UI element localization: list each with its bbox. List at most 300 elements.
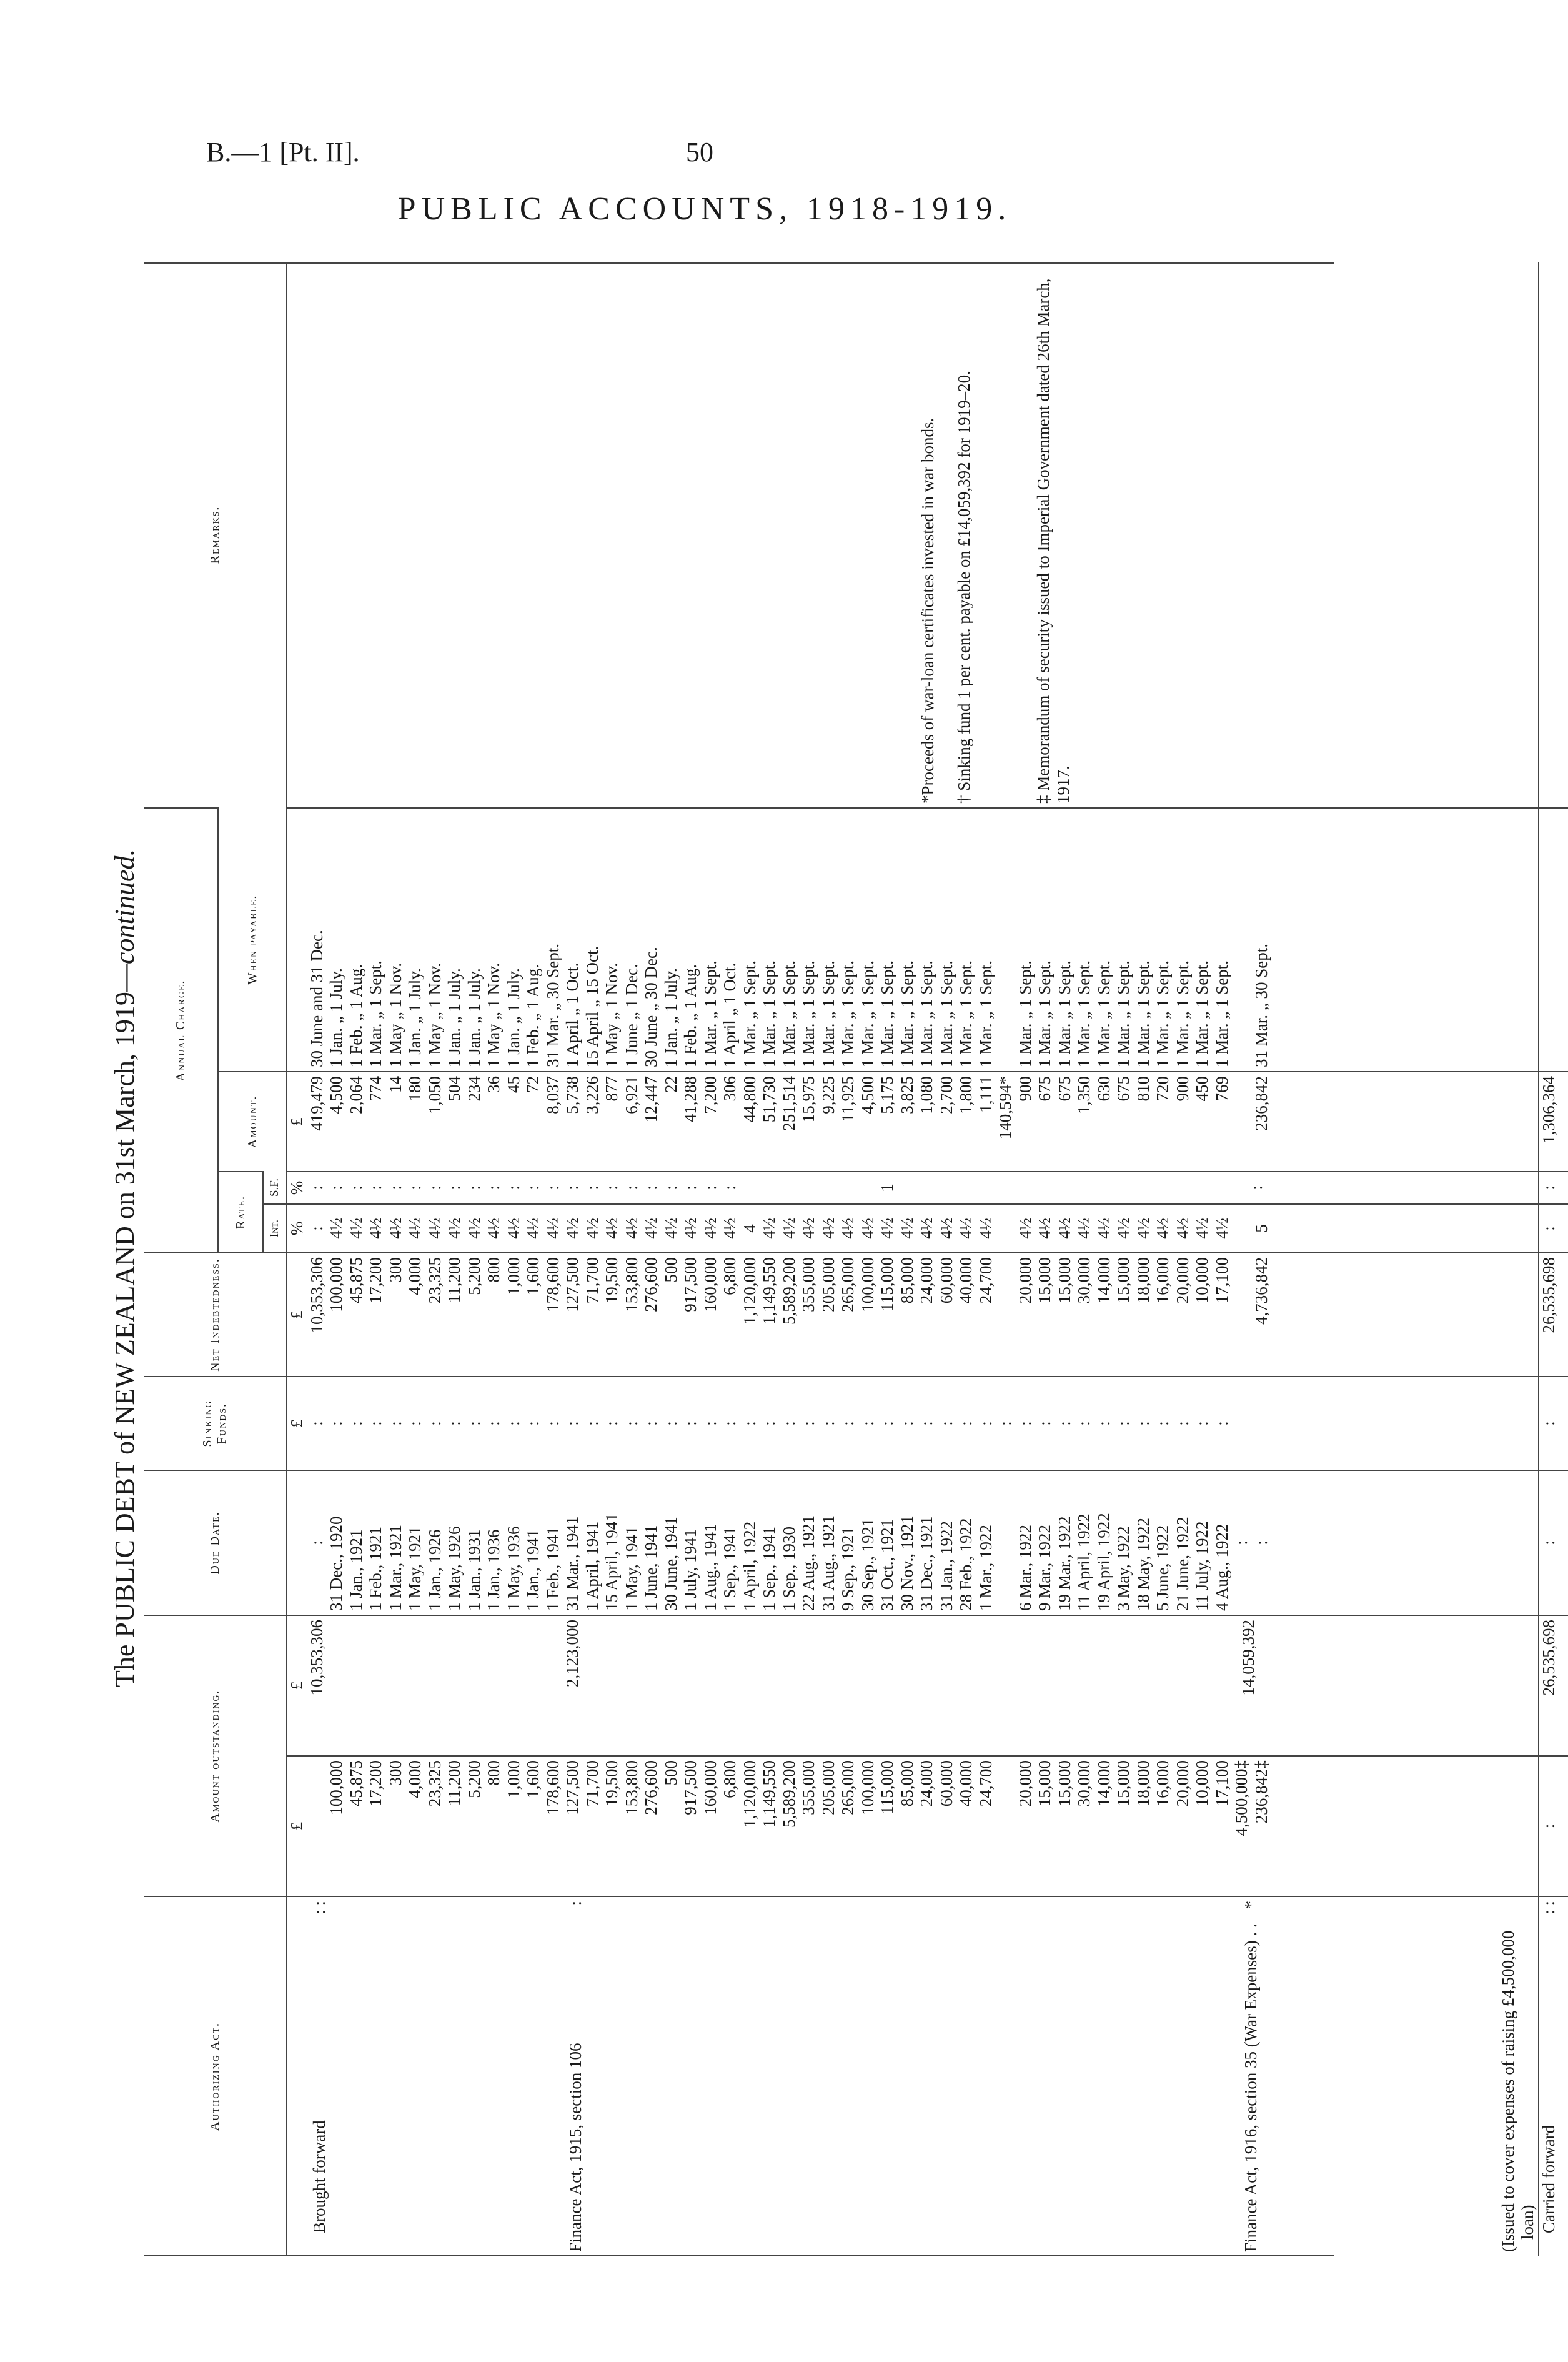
when-payable-value: 1 Mar. „ 1 Sept.: [1015, 960, 1035, 1067]
when-payable-value: 1 Mar. „ 1 Sept.: [1212, 960, 1231, 1067]
amount-outstanding-value: 18,000: [1133, 1760, 1153, 1807]
col-annual-charge: Annual Charge.: [144, 808, 218, 1253]
carried-forward-due: :: [1539, 1470, 1568, 1615]
annual-charge-value: 5,175: [878, 1075, 896, 1114]
when-payable-value: 1 Mar. „ 1 Sept.: [740, 960, 759, 1067]
annual-charge-value: 36: [484, 1075, 503, 1093]
due-date-value: 1 Jan., 1941: [523, 1529, 542, 1611]
due-date-cell: [287, 1470, 1539, 1615]
public-debt-table: [144, 262, 1568, 2256]
interest-rate-value: 4½: [1133, 1218, 1153, 1239]
due-date-value: 18 May, 1922: [1133, 1517, 1153, 1611]
net-indebtedness-value: 205,000: [818, 1257, 838, 1312]
net-indebtedness-value: 17,200: [366, 1257, 385, 1304]
amount-outstanding-value: 153,800: [622, 1760, 641, 1815]
interest-rate-value: 4½: [346, 1218, 365, 1239]
war-expenses-marker: *: [1241, 1901, 1260, 1910]
col-amount: Amount.: [218, 1072, 287, 1172]
finance-1915-label: Finance Act, 1915, section 106: [565, 2043, 585, 2252]
when-payable-value: 1 April „ 1 Oct.: [720, 962, 739, 1067]
interest-rate-value: 4: [740, 1224, 759, 1233]
due-date-value: 1 April, 1922: [740, 1521, 759, 1611]
carried-forward-sf: :: [1539, 1172, 1568, 1204]
when-payable-value: 1 Feb. „ 1 Aug.: [346, 964, 365, 1067]
placeholder-dots: :: [366, 1185, 385, 1190]
due-date-value: 9 Mar., 1922: [1035, 1524, 1054, 1611]
interest-rate-value: 4½: [1114, 1218, 1133, 1239]
group2-sinking-fund-rate: 1: [877, 1183, 896, 1192]
amount-outstanding-value: 5,589,200: [779, 1760, 798, 1828]
when-payable-value: 1 Mar. „ 1 Sept.: [1035, 960, 1054, 1067]
placeholder-dots: :: [405, 1421, 424, 1426]
interest-rate-value: 4½: [799, 1218, 818, 1239]
interest-rate-value: 4½: [385, 1218, 405, 1239]
annual-charge-value: 306: [720, 1075, 739, 1102]
due-date-value: 30 June, 1941: [661, 1517, 680, 1611]
annual-charge-value: 14: [385, 1075, 405, 1093]
when-payable-value: 1 Mar. „ 1 Sept.: [1074, 960, 1093, 1067]
amount-outstanding-value: 45,875: [346, 1760, 365, 1807]
placeholder-dots: :: [799, 1421, 818, 1426]
due-date-value: 1 Mar., 1921: [385, 1524, 405, 1611]
placeholder-dots: :: [681, 1185, 700, 1190]
placeholder-dots: :: [464, 1421, 484, 1426]
war-expenses-label: Finance Act, 1916, section 35 (War Expenses) . .: [1241, 1923, 1260, 2252]
amount-outstanding-value: 1,120,000: [740, 1760, 759, 1828]
net-indebtedness-value: 153,800: [622, 1257, 641, 1312]
net-indebtedness-value: 30,000: [1074, 1257, 1093, 1304]
due-date-value: 9 Sep., 1921: [838, 1526, 857, 1611]
imperial-label-line1: (Issued to cover expenses of raising £4,500,000: [1498, 1930, 1517, 2252]
imperial-amount-value: 236,842‡: [1251, 1760, 1271, 1824]
amount-outstanding-value: 17,200: [366, 1760, 385, 1807]
interest-rate-value: 4½: [917, 1218, 936, 1239]
net-indebtedness-value: 20,000: [1173, 1257, 1192, 1304]
when-payable-value: 1 May „ 1 Nov.: [385, 963, 405, 1067]
net-indebtedness-value: 10,000: [1193, 1257, 1211, 1304]
placeholder-dots: :: [740, 1421, 759, 1426]
net-indebtedness-value: 127,500: [563, 1257, 582, 1312]
when-payable-value: 1 Mar. „ 1 Sept.: [700, 960, 720, 1067]
when-payable-value: 1 Mar. „ 1 Sept.: [1153, 960, 1172, 1067]
carried-forward-group: 26,535,698: [1539, 1615, 1568, 1756]
when-payable-value: 1 May „ 1 Nov.: [602, 963, 621, 1067]
net-indebtedness-value: 24,000: [917, 1257, 936, 1304]
col-rate: Rate.: [218, 1172, 263, 1253]
amount-outstanding-value: 500: [661, 1760, 680, 1786]
carried-forward-cell: [1539, 1896, 1568, 2256]
placeholder-dots: :: [523, 1185, 542, 1190]
net-indebtedness-cell: [287, 1253, 1539, 1377]
due-date-value: 30 Sep., 1921: [858, 1518, 877, 1611]
annual-charge-value: 1,800: [956, 1075, 975, 1114]
interest-rate-value: 4½: [720, 1218, 739, 1239]
col-when-payable: When payable.: [218, 808, 287, 1072]
imperial-due-value: :: [1251, 1540, 1271, 1545]
amount-outstanding-value: 1,600: [523, 1760, 542, 1798]
net-indebtedness-value: 45,875: [346, 1257, 365, 1304]
annual-charge-value: 1,080: [917, 1075, 936, 1114]
when-payable-value: 1 Jan. „ 1 July.: [661, 968, 680, 1067]
annual-charge-value: 45: [504, 1075, 523, 1093]
due-date-value: 1 Jan., 1926: [425, 1529, 444, 1611]
carried-forward-label: Carried forward: [1539, 2125, 1558, 2233]
remark-war-bonds: *Proceeds of war-loan certificates invested in war bonds.: [918, 417, 937, 804]
net-indebtedness-value: 1,600: [523, 1257, 542, 1295]
net-indebtedness-value: 71,700: [582, 1257, 602, 1304]
when-payable-value: 1 Feb. „ 1 Aug.: [523, 964, 542, 1067]
amount-outstanding-value: 4,000: [405, 1760, 424, 1798]
amount-outstanding-value: 24,700: [976, 1760, 995, 1807]
placeholder-dots: :: [818, 1421, 838, 1426]
amount-outstanding-value: 20,000: [1173, 1760, 1192, 1807]
amount-outstanding-value: 15,000: [1054, 1760, 1074, 1807]
due-date-value: 1 Sep., 1930: [779, 1526, 798, 1611]
annual-charge-value: 251,514: [779, 1075, 798, 1131]
amount-outstanding-value: 355,000: [799, 1760, 818, 1815]
when-payable-value: 1 Mar. „ 1 Sept.: [956, 960, 975, 1067]
interest-rate-value: 4½: [523, 1218, 542, 1239]
placeholder-dots: :: [582, 1421, 602, 1426]
interest-rate-value: 4½: [858, 1218, 877, 1239]
annual-amount-cell: [287, 1072, 1539, 1172]
interest-rate-value: 4½: [602, 1218, 621, 1239]
annual-charge-value: 675: [1035, 1075, 1054, 1102]
annual-charge-value: 9,225: [818, 1075, 838, 1114]
placeholder-dots: :: [602, 1185, 621, 1190]
amount-outstanding-value: 127,500: [563, 1760, 582, 1815]
amount-outstanding-value: 917,500: [681, 1760, 700, 1815]
interest-rate-value: 4½: [1074, 1218, 1093, 1239]
interest-rate-value: 4½: [661, 1218, 680, 1239]
col-sinking-funds: Sinking Funds.: [144, 1377, 287, 1470]
annual-charge-value: 1,111: [976, 1075, 995, 1113]
placeholder-dots: :: [760, 1421, 778, 1426]
annual-charge-value: 4,500: [858, 1075, 877, 1114]
annual-charge-value: 675: [1114, 1075, 1133, 1102]
placeholder-dots: :: [563, 1185, 582, 1190]
sinking-funds-cell: [287, 1377, 1539, 1470]
carried-forward-int: :: [1539, 1204, 1568, 1253]
pound-sign: £: [287, 1419, 306, 1428]
public-debt-table-wrapper: [144, 262, 1558, 2256]
placeholder-dots: :: [385, 1185, 405, 1190]
placeholder-dots: :: [445, 1185, 464, 1190]
due-date-value: 1 June, 1941: [642, 1525, 660, 1611]
placeholder-dots: :: [523, 1421, 542, 1426]
net-indebtedness-value: 24,700: [976, 1257, 995, 1304]
annual-charge-value: 41,288: [681, 1075, 700, 1123]
amount-outstanding-value: 23,325: [425, 1760, 444, 1807]
imperial-int: 5: [1251, 1224, 1271, 1233]
placeholder-dots: :: [543, 1185, 562, 1190]
annual-charge-value: 12,447: [642, 1075, 660, 1123]
amount-outstanding-value: 15,000: [1114, 1760, 1133, 1807]
brought-forward-when: 30 June and 31 Dec.: [307, 930, 326, 1067]
when-payable-value: 1 Jan. „ 1 July.: [445, 968, 464, 1067]
when-payable-value: 1 June „ 1 Dec.: [622, 964, 641, 1067]
placeholder-dots: :: [642, 1185, 660, 1190]
due-date-value: 1 Sep., 1941: [720, 1526, 739, 1611]
interest-rate-value: 4½: [1153, 1218, 1172, 1239]
net-indebtedness-value: 265,000: [838, 1257, 857, 1312]
interest-rate-value: 4½: [405, 1218, 424, 1239]
net-indebtedness-value: 917,500: [681, 1257, 700, 1312]
net-indebtedness-value: 160,000: [700, 1257, 720, 1312]
col-amount-outstanding: Amount outstanding.: [144, 1615, 287, 1896]
placeholder-dots: :: [543, 1421, 562, 1426]
amount-outstanding-value: 115,000: [878, 1760, 896, 1815]
interest-rate-value: 4½: [1015, 1218, 1035, 1239]
interest-rate-value: 4½: [582, 1218, 602, 1239]
brought-forward-dots: : :: [310, 1901, 329, 1915]
placeholder-dots: :: [700, 1421, 720, 1426]
col-due-date: Due Date.: [144, 1470, 287, 1615]
placeholder-dots: :: [582, 1185, 602, 1190]
due-date-value: 30 Nov., 1921: [897, 1515, 916, 1611]
annual-charge-value: 810: [1133, 1075, 1153, 1102]
caption-main: The PUBLIC DEBT of NEW ZEALAND on 31st March, 1919—: [109, 964, 140, 1687]
placeholder-dots: :: [1133, 1421, 1153, 1426]
annual-charge-value: 720: [1153, 1075, 1172, 1102]
when-payable-value: 1 Mar. „ 1 Sept.: [917, 960, 936, 1067]
amount-outstanding-groups: [287, 1615, 1539, 1756]
placeholder-dots: :: [622, 1421, 641, 1426]
amount-outstanding-value: 5,200: [464, 1760, 484, 1798]
amount-outstanding-value: 16,000: [1153, 1760, 1172, 1807]
war-expenses-group-total: 14,059,392: [1238, 1619, 1258, 1696]
due-date-value: 31 Jan., 1922: [936, 1520, 956, 1611]
pound-sign: £: [287, 1310, 306, 1319]
annual-charge-value: 51,730: [760, 1075, 778, 1123]
due-date-value: 21 June, 1922: [1173, 1517, 1192, 1611]
due-date-value: 1 Jan., 1931: [464, 1529, 484, 1611]
rate-int-cell: [287, 1204, 1539, 1253]
net-indebtedness-value: 16,000: [1153, 1257, 1172, 1304]
col-net-indebtedness: Net Indebtedness.: [144, 1253, 287, 1377]
interest-rate-value: 4½: [622, 1218, 641, 1239]
placeholder-dots: :: [1074, 1421, 1093, 1426]
when-payable-value: 1 Mar. „ 1 Sept.: [799, 960, 818, 1067]
amount-outstanding-value: 160,000: [700, 1760, 720, 1815]
col-remarks: Remarks.: [144, 262, 287, 808]
interest-rate-value: 4½: [936, 1218, 956, 1239]
due-date-value: 31 Oct., 1921: [878, 1519, 896, 1611]
net-indebtedness-value: 800: [484, 1257, 503, 1283]
placeholder-dots: :: [1193, 1421, 1211, 1426]
when-payable-value: 1 Jan. „ 1 July.: [464, 968, 484, 1067]
net-indebtedness-value: 5,589,200: [779, 1257, 798, 1325]
remarks-cell: [287, 262, 1539, 808]
placeholder-dots: :: [779, 1421, 798, 1426]
net-indebtedness-value: 1,149,550: [760, 1257, 778, 1325]
net-indebtedness-value: 15,000: [1054, 1257, 1074, 1304]
interest-rate-value: 4½: [425, 1218, 444, 1239]
annual-charge-value: 630: [1094, 1075, 1113, 1102]
due-date-value: 1 Jan., 1936: [484, 1529, 503, 1611]
placeholder-dots: :: [858, 1421, 877, 1426]
due-date-value: 22 Aug., 1921: [799, 1515, 818, 1611]
net-indebtedness-value: 500: [661, 1257, 680, 1283]
page-number: 50: [686, 137, 713, 167]
amount-outstanding-value: 100,000: [327, 1760, 345, 1815]
due-date-value: 1 Sep., 1941: [760, 1526, 778, 1611]
amount-outstanding-value: 265,000: [838, 1760, 857, 1815]
when-payable-value: 31 Mar. „ 30 Sept.: [543, 944, 562, 1067]
placeholder-dots: :: [700, 1185, 720, 1190]
due-date-value: 1 Feb., 1941: [543, 1526, 562, 1611]
carried-forward-amount: :: [1539, 1756, 1568, 1896]
net-indebtedness-value: 85,000: [897, 1257, 916, 1304]
interest-rate-value: 4½: [642, 1218, 660, 1239]
when-payable-value: 1 Mar. „ 1 Sept.: [760, 960, 778, 1067]
when-payable-value: 1 Mar. „ 1 Sept.: [897, 960, 916, 1067]
amount-outstanding-value: 276,600: [642, 1760, 660, 1815]
placeholder-dots: :: [307, 1185, 326, 1190]
placeholder-dots: :: [366, 1421, 385, 1426]
amount-outstanding-value: 24,000: [917, 1760, 936, 1807]
annual-charge-value: 6,921: [622, 1075, 641, 1114]
percent-sign: %: [287, 1180, 306, 1195]
when-payable-value: 1 Mar. „ 1 Sept.: [1133, 960, 1153, 1067]
when-payable-value: 1 Mar. „ 1 Sept.: [858, 960, 877, 1067]
when-payable-value: 1 May „ 1 Nov.: [484, 963, 503, 1067]
when-payable-value: 1 Mar. „ 1 Sept.: [878, 960, 896, 1067]
table-caption: [103, 187, 147, 1687]
pound-sign: £: [287, 1681, 306, 1690]
annual-charge-value: 900: [1173, 1075, 1192, 1102]
annual-charge-value: 22: [661, 1075, 680, 1093]
due-date-value: 19 April, 1922: [1094, 1513, 1113, 1611]
brought-forward-due: :: [307, 1540, 326, 1545]
col-rate-sf: S.F.: [263, 1172, 287, 1204]
brought-forward-annual: 419,479: [307, 1075, 326, 1131]
when-payable-value: 1 Mar. „ 1 Sept.: [1114, 960, 1133, 1067]
placeholder-dots: :: [1015, 1421, 1035, 1426]
net-indebtedness-value: 178,600: [543, 1257, 562, 1312]
net-indebtedness-value: 15,000: [1114, 1257, 1133, 1304]
due-date-value: 4 Aug., 1922: [1212, 1523, 1231, 1611]
when-payable-value: 1 Jan. „ 1 July.: [405, 968, 424, 1067]
amount-outstanding-value: 1,149,550: [760, 1760, 778, 1828]
amount-outstanding-value: 178,600: [543, 1760, 562, 1815]
net-indebtedness-value: 4,000: [405, 1257, 424, 1295]
placeholder-dots: :: [484, 1185, 503, 1190]
annual-charge-value: 769: [1212, 1075, 1231, 1102]
annual-charge-value: 15,975: [799, 1075, 818, 1123]
annual-charge-value: 504: [445, 1075, 464, 1102]
due-date-value: 1 Jan., 1921: [346, 1529, 365, 1611]
interest-rate-value: 4½: [445, 1218, 464, 1239]
due-date-value: 1 May, 1921: [405, 1526, 424, 1611]
net-indebtedness-value: 6,800: [720, 1257, 739, 1295]
when-payable-value: 1 Mar. „ 1 Sept.: [1173, 960, 1192, 1067]
placeholder-dots: :: [1212, 1421, 1231, 1426]
annual-charge-value: 72: [523, 1075, 542, 1093]
annual-charge-value: 675: [1054, 1075, 1074, 1102]
interest-rate-value: 4½: [897, 1218, 916, 1239]
net-indebtedness-value: 1,120,000: [740, 1257, 759, 1325]
placeholder-dots: :: [346, 1421, 365, 1426]
when-payable-value: 1 Jan. „ 1 July.: [327, 968, 345, 1067]
interest-rate-value: 4½: [543, 1218, 562, 1239]
annual-charge-value: 1,050: [425, 1075, 444, 1114]
placeholder-dots: :: [622, 1185, 641, 1190]
due-date-value: 11 April, 1922: [1074, 1513, 1093, 1611]
placeholder-dots: :: [720, 1421, 739, 1426]
finance-1915-group-total: 2,123,000: [563, 1619, 582, 1687]
annual-charge-value: 2,064: [346, 1075, 365, 1114]
amount-outstanding-value: 14,000: [1094, 1760, 1113, 1807]
running-head-reference: B.—1 [Pt. II].: [206, 137, 360, 167]
remark-sinking-fund: † Sinking fund 1 per cent. payable on £14,059,392 for 1919–20.: [954, 371, 973, 804]
net-indebtedness-value: 115,000: [878, 1257, 896, 1312]
placeholder-dots: :: [327, 1421, 345, 1426]
net-indebtedness-value: 276,600: [642, 1257, 660, 1312]
due-date-value: 19 Mar., 1922: [1054, 1516, 1074, 1611]
annual-charge-value: 11,925: [838, 1075, 857, 1122]
net-indebtedness-value: 14,000: [1094, 1257, 1113, 1304]
annual-charge-value: 5,738: [563, 1075, 582, 1114]
net-indebtedness-value: 40,000: [956, 1257, 975, 1304]
placeholder-dots: :: [642, 1421, 660, 1426]
interest-rate-value: 4½: [464, 1218, 484, 1239]
authorizing-act-cell: [287, 1896, 1539, 2256]
when-payable-value: 1 Mar. „ 1 Sept.: [366, 960, 385, 1067]
annual-charge-value: 3,226: [582, 1075, 602, 1114]
annual-charge-value: 1,350: [1074, 1075, 1093, 1114]
interest-rate-value: 4½: [366, 1218, 385, 1239]
annual-charge-value: 180: [405, 1075, 424, 1102]
net-indebtedness-value: 18,000: [1133, 1257, 1153, 1304]
amount-outstanding-value: 40,000: [956, 1760, 975, 1807]
due-date-value: 1 April, 1941: [582, 1521, 602, 1611]
amount-outstanding-value: 71,700: [582, 1760, 602, 1807]
finance-1915-dots: :: [565, 1901, 585, 1906]
when-payable-value: 1 Mar. „ 1 Sept.: [1094, 960, 1113, 1067]
interest-rate-value: 4½: [878, 1218, 896, 1239]
placeholder-dots: :: [936, 1421, 956, 1426]
due-date-value: 1 July, 1941: [681, 1528, 700, 1611]
annual-charge-value: 2,700: [936, 1075, 956, 1114]
due-date-value: 1 May, 1926: [445, 1526, 464, 1611]
placeholder-dots: :: [976, 1421, 995, 1426]
due-date-value: 1 Mar., 1922: [976, 1524, 995, 1611]
annual-charge-value: 877: [602, 1075, 621, 1102]
annual-charge-value: 8,037: [543, 1075, 562, 1114]
interest-rate-value: 4½: [818, 1218, 838, 1239]
percent-sign: %: [287, 1221, 306, 1236]
placeholder-dots: :: [1153, 1421, 1172, 1426]
placeholder-dots: :: [720, 1185, 739, 1190]
placeholder-dots: :: [405, 1185, 424, 1190]
placeholder-dots: :: [425, 1421, 444, 1426]
placeholder-dots: :: [996, 1421, 1015, 1426]
placeholder-dots: :: [484, 1421, 503, 1426]
placeholder-dots: :: [1173, 1421, 1192, 1426]
war-extra-charge: 140,594*: [996, 1075, 1015, 1140]
interest-rate-value: 4½: [1173, 1218, 1192, 1239]
due-date-value: 28 Feb., 1922: [956, 1518, 975, 1611]
brought-forward-net: 10,353,306: [307, 1257, 326, 1333]
net-indebtedness-value: 355,000: [799, 1257, 818, 1312]
net-indebtedness-value: 300: [385, 1257, 405, 1283]
placeholder-dots: :: [1114, 1421, 1133, 1426]
placeholder-dots: :: [878, 1421, 896, 1426]
amount-outstanding-value: 205,000: [818, 1760, 838, 1815]
interest-rate-value: 4½: [956, 1218, 975, 1239]
placeholder-dots: :: [1094, 1421, 1113, 1426]
